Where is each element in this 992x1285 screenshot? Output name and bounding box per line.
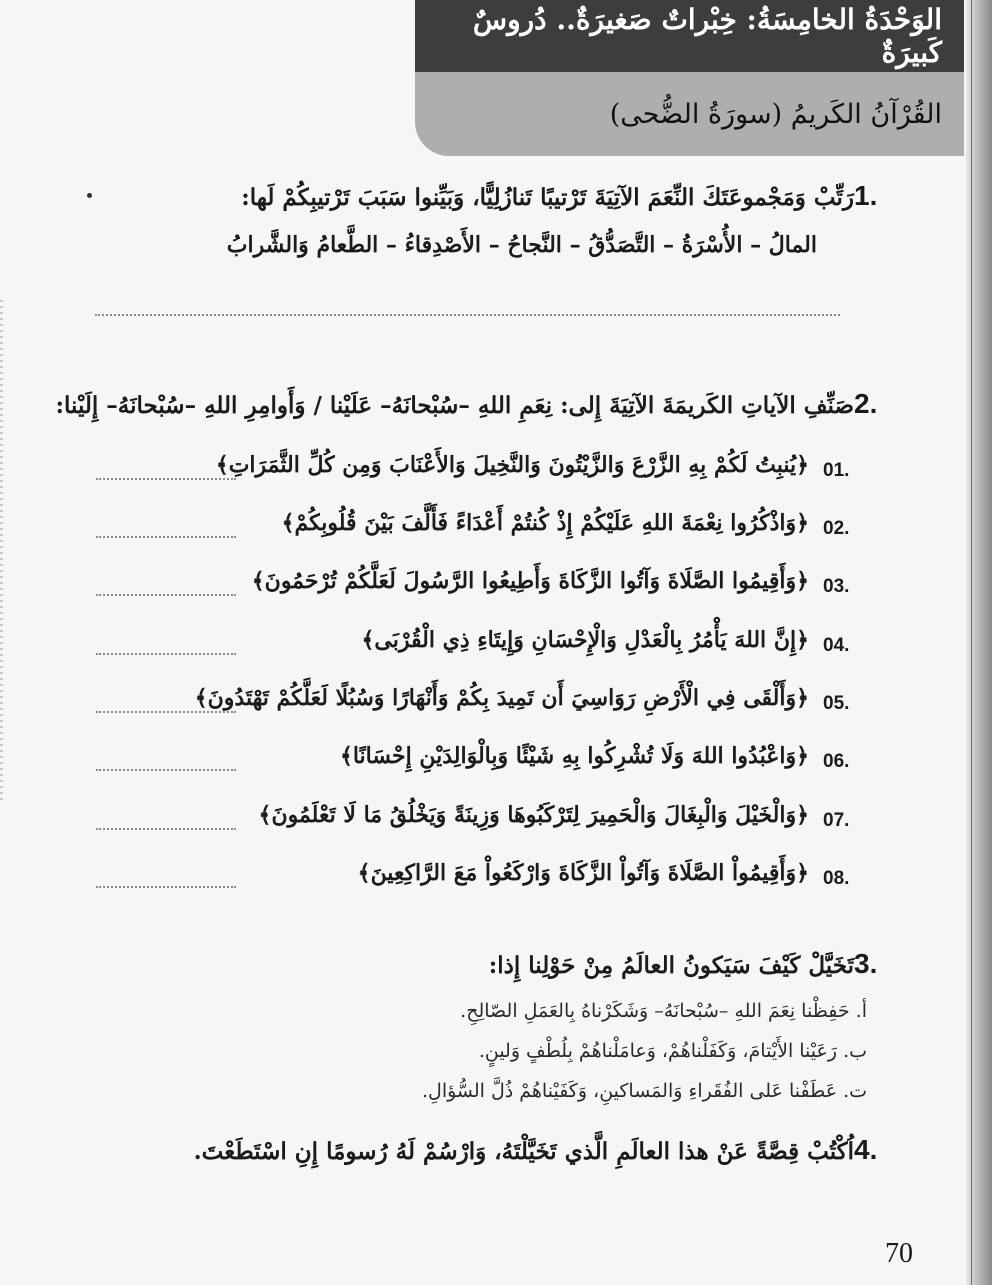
verse-row (96, 627, 867, 667)
verse-number: 02. (823, 518, 850, 539)
verse-number: 05. (823, 693, 850, 714)
question-1-text: رَتِّبْ وَمَجْموعَتَكَ النِّعَمَ الآتِيَةَ تَرْتيبًا تَنازُلِيًّا، وَبَيِّنوا سَبَبَ تَرْتيبِكُمْ لَها: (241, 184, 854, 211)
question-1 (60, 180, 912, 212)
verse-row (96, 743, 867, 783)
verse-answer-line[interactable] (96, 769, 236, 771)
question-2 (55, 388, 912, 420)
verse-text: ﴿وَاذْكُرُوا نِعْمَةَ اللهِ عَلَيْكُمْ إِذْ كُنتُمْ أَعْدَاءً فَأَلَّفَ بَيْنَ قُلُوبِكُمْ﴾ (281, 510, 809, 536)
question-3-text: تَخَيَّلْ كَيْفَ سَيَكونُ العالَمُ مِنْ حَوْلِنا إِذا: (488, 952, 854, 979)
verse-number: 03. (823, 576, 850, 597)
question-2-text: صَنِّفِ الآياتِ الكَريمَةَ الآتِيَةَ إِلى: نِعَمِ اللهِ –سُبْحانَهُ– عَلَيْنا / وَأَوامِرِ اللهِ –سُبْحانَهُ– إِلَيْنا: (55, 392, 854, 419)
verse-number: 06. (823, 751, 850, 772)
verse-row (96, 860, 867, 900)
verse-text: ﴿وَأَقِيمُوا الصَّلَاةَ وَآتُوا الزَّكَاةَ وَأَطِيعُوا الرَّسُولَ لَعَلَّكُمْ تُرْحَمُونَ﴾ (251, 568, 809, 594)
verse-number: 04. (823, 635, 850, 656)
verse-row (96, 685, 867, 725)
unit-title: الوَحْدَةُ الخامِسَةُ: خِبْراتٌ صَغيرَةٌ.. دُروسٌ كَبيرَةٌ (472, 3, 942, 69)
verse-number: 01. (823, 460, 850, 481)
page-number: 70 (885, 1238, 913, 1269)
question-1-items: المالُ – الأُسْرَةُ – التَّصَدُّقُ – النَّجاحُ – الأَصْدِقاءُ – الطَّعامُ وَالشَّرابُ (226, 232, 817, 258)
verse-answer-line[interactable] (96, 478, 236, 480)
page-edge-scan-artifact (0, 300, 3, 800)
verse-text: ﴿وَأَلْقَى فِي الْأَرْضِ رَوَاسِيَ أَن تَمِيدَ بِكُمْ وَأَنْهَارًا وَسُبُلًا لَعَلَّكُمْ تَهْتَدُونَ﴾ (194, 685, 809, 711)
question-2-number: 2. (854, 388, 878, 419)
verse-text: ﴿وَاعْبُدُوا اللهَ وَلَا تُشْرِكُوا بِهِ شَيْئًا وَبِالْوَالِدَيْنِ إِحْسَانًا﴾ (339, 743, 809, 769)
verse-text: ﴿وَأَقِيمُواْ الصَّلَاةَ وَآتُواْ الزَّكَاةَ وَارْكَعُواْ مَعَ الرَّاكِعِينَ﴾ (357, 860, 809, 886)
lesson-title: القُرْآنُ الكَريمُ (سورَةُ الضُّحى) (609, 98, 942, 130)
question-3-option-b: ب. رَعَيْنا الأَيْتامَ، وَكَفَلْناهُمْ، وَعامَلْناهُمْ بِلُطْفٍ وَلينٍ. (478, 1040, 867, 1062)
spine-line (971, 0, 972, 1285)
verse-answer-line[interactable] (96, 711, 236, 713)
verse-text: ﴿يُنبِتُ لَكُمْ بِهِ الزَّرْعَ وَالزَّيْتُونَ وَالنَّخِيلَ وَالأَعْنَابَ وَمِن كُلِّ الثَّمَرَاتِ﴾ (215, 452, 809, 478)
lesson-header-bar (415, 72, 964, 156)
book-spine (966, 0, 992, 1285)
verse-text: ﴿وَالْخَيْلَ وَالْبِغَالَ وَالْحَمِيرَ لِتَرْكَبُوهَا وَزِينَةً وَيَخْلُقُ مَا لَا تَعْلَمُونَ﴾ (258, 802, 809, 828)
verse-number: 07. (823, 810, 850, 831)
verse-answer-line[interactable] (96, 886, 236, 888)
question-4-text: اُكْتُبْ قِصَّةً عَنْ هذا العالَمِ الَّذي تَخَيَّلْتَهُ، وَارْسُمْ لَهُ رُسومًا إِنِ اسْتَطَعْتَ. (193, 1138, 854, 1165)
question-1-number: 1. (854, 180, 878, 211)
question-3 (60, 948, 912, 980)
verse-row (96, 802, 867, 842)
question-3-option-c: ت. عَطَفْنا عَلى الفُقَراءِ وَالمَساكينِ، وَكَفَيْناهُمْ ذُلَّ السُّؤالِ. (421, 1080, 867, 1102)
unit-header-bar (415, 0, 964, 72)
verse-row (96, 568, 867, 608)
verse-answer-line[interactable] (96, 536, 236, 538)
question-3-number: 3. (854, 948, 878, 979)
verse-number: 08. (823, 868, 850, 889)
verse-row (96, 452, 867, 492)
question-3-option-a: أ. حَفِظْنا نِعَمَ اللهِ –سُبْحانَهُ– وَشَكَرْناهُ بِالعَمَلِ الصّالِحِ. (460, 1000, 867, 1022)
question-4 (60, 1134, 912, 1166)
verse-answer-line[interactable] (96, 828, 236, 830)
question-1-answer-line[interactable] (95, 314, 840, 316)
verse-row (96, 510, 867, 550)
verse-answer-line[interactable] (96, 594, 236, 596)
verse-text: ﴿إِنَّ اللهَ يَأْمُرُ بِالْعَدْلِ وَالْإِحْسَانِ وَإِيتَاءِ ذِي الْقُرْبَى﴾ (361, 627, 809, 653)
question-4-number: 4. (854, 1134, 878, 1165)
verse-answer-line[interactable] (96, 653, 236, 655)
